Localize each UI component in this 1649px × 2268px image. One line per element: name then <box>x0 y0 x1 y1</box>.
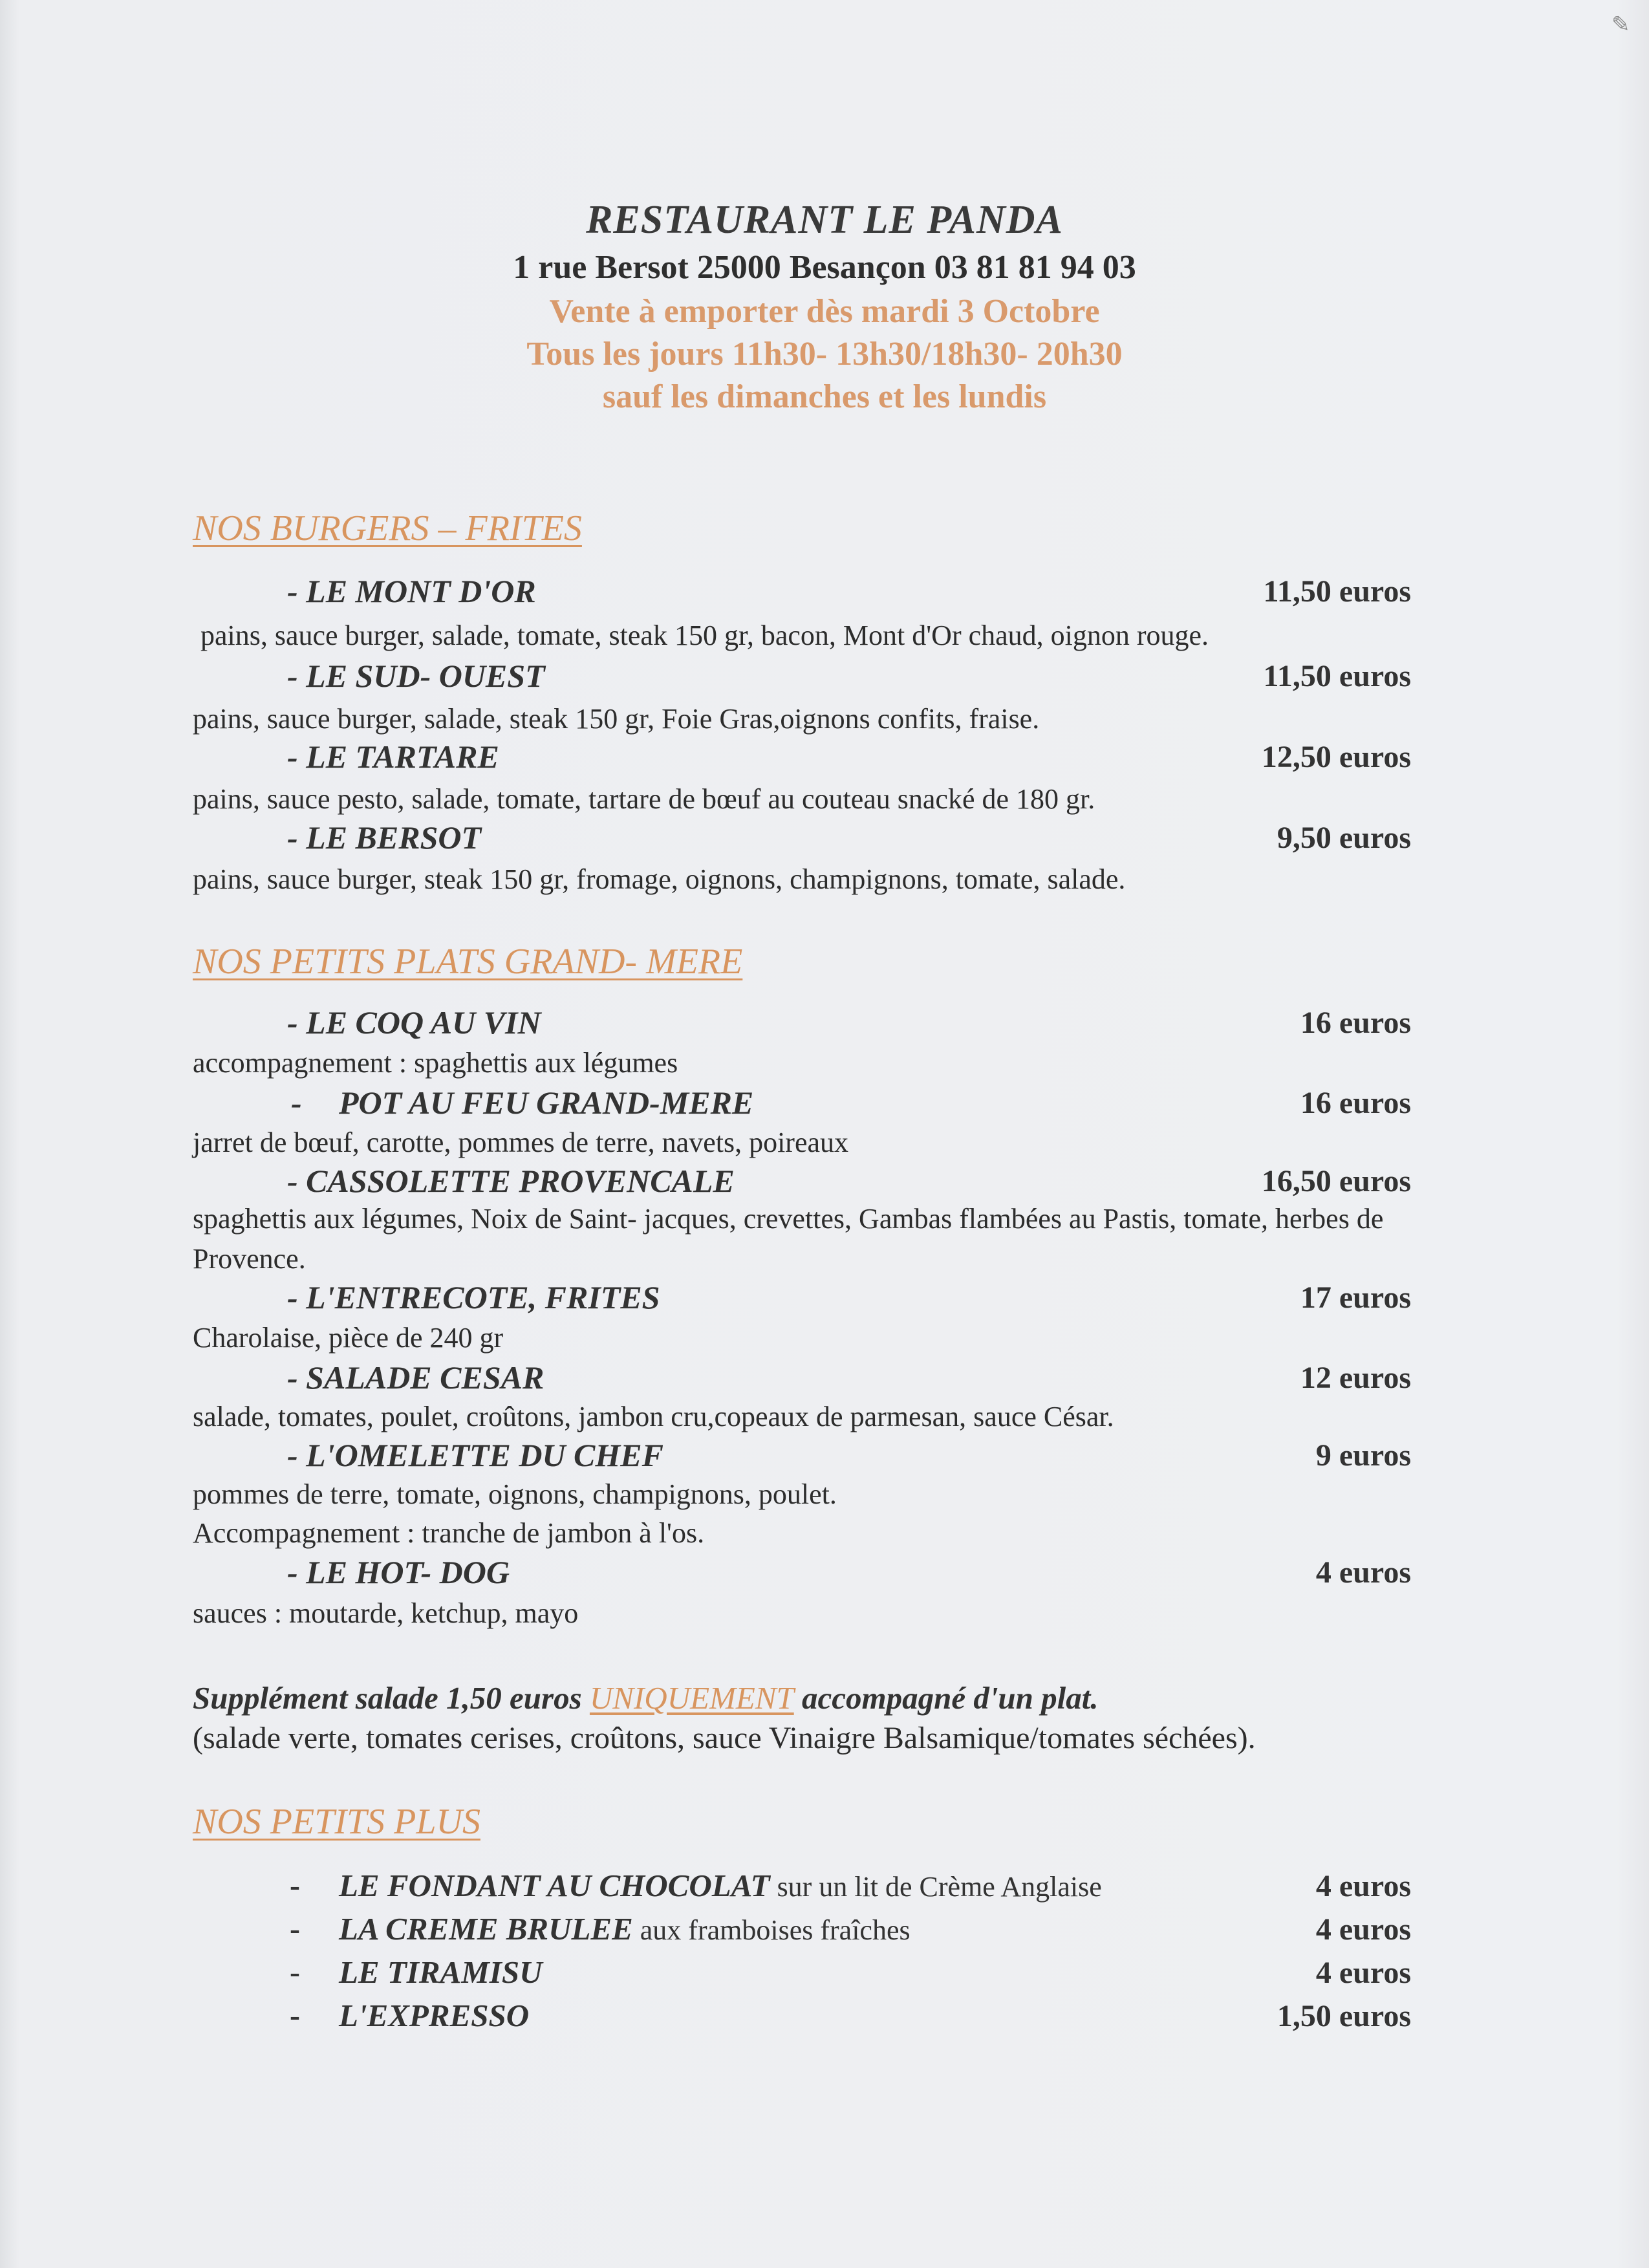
supplement-text-end: accompagné d'un plat. <box>793 1680 1099 1716</box>
item-price: 17 euros <box>1300 1280 1411 1315</box>
section-title-plus: NOS PETITS PLUS <box>193 1802 480 1842</box>
item-name: - LE SUD- OUEST <box>287 658 545 694</box>
item-description: spaghettis aux légumes, Noix de Saint- jacques, crevettes, Gambas flambées au Pastis, tomate, herbes de Provence. <box>193 1203 1384 1275</box>
item-price: 16 euros <box>1300 1086 1411 1120</box>
supplement-highlight: UNIQUEMENT <box>589 1680 794 1716</box>
item-price: 4 euros <box>1315 1555 1411 1590</box>
dessert-price: 4 euros <box>1315 1869 1411 1903</box>
item-price: 16,50 euros <box>1261 1164 1411 1198</box>
supplement-text: Supplément salade 1,50 euros <box>193 1680 590 1716</box>
item-dash: - <box>291 1085 302 1121</box>
dessert-price: 4 euros <box>1315 1912 1411 1947</box>
dessert-price: 4 euros <box>1315 1956 1411 1990</box>
item-price: 12 euros <box>1300 1361 1411 1395</box>
dessert-item <box>339 1867 1102 1904</box>
dessert-price: 1,50 euros <box>1277 1999 1411 2033</box>
closing-days: sauf les dimanches et les lundis <box>602 378 1047 415</box>
dessert-name: LE TIRAMISU <box>339 1954 543 1990</box>
dessert-name: LA CREME BRULEE <box>339 1911 633 1947</box>
section-title-burgers: NOS BURGERS – FRITES <box>193 508 582 548</box>
item-name: - CASSOLETTE PROVENCALE <box>287 1163 735 1199</box>
item-name: - LE BERSOT <box>287 819 482 856</box>
dessert-dash: - <box>290 1868 300 1903</box>
item-name: - LE HOT- DOG <box>287 1554 510 1590</box>
dessert-name: L'EXPRESSO <box>339 1998 530 2033</box>
item-name: - LE COQ AU VIN <box>287 1004 541 1041</box>
item-description: salade, tomates, poulet, croûtons, jambon cru,copeaux de parmesan, sauce César. <box>193 1401 1114 1432</box>
item-description: pains, sauce burger, salade, steak 150 gr, Foie Gras,oignons confits, fraise. <box>193 703 1040 735</box>
corner-scan-mark: ✎ <box>1611 12 1630 38</box>
item-price: 11,50 euros <box>1263 574 1411 609</box>
item-description-extra: Accompagnement : tranche de jambon à l'os. <box>193 1517 705 1549</box>
item-description: accompagnement : spaghettis aux légumes <box>193 1047 678 1079</box>
item-name: - LE MONT D'OR <box>287 573 536 609</box>
item-description: Charolaise, pièce de 240 gr <box>193 1322 504 1354</box>
item-description: sauces : moutarde, ketchup, mayo <box>193 1597 579 1629</box>
supplement-note <box>193 1679 1099 1716</box>
item-price: 12,50 euros <box>1261 740 1411 774</box>
item-description: jarret de bœuf, carotte, pommes de terre, navets, poireaux <box>193 1127 849 1158</box>
dessert-dash: - <box>290 1955 300 1989</box>
dessert-extra: aux framboises fraîches <box>632 1914 911 1946</box>
item-price: 11,50 euros <box>1263 659 1411 693</box>
item-name: - LE TARTARE <box>287 739 499 775</box>
dessert-item <box>339 1954 543 1991</box>
item-description: pommes de terre, tomate, oignons, champignons, poulet. <box>193 1478 837 1510</box>
restaurant-name: RESTAURANT LE PANDA <box>586 198 1063 242</box>
item-name: - L'OMELETTE DU CHEF <box>287 1437 663 1473</box>
supplement-description: (salade verte, tomates cerises, croûtons, sauce Vinaigre Balsamique/tomates séchées). <box>193 1721 1256 1755</box>
item-description: pains, sauce pesto, salade, tomate, tartare de bœuf au couteau snacké de 180 gr. <box>193 783 1095 815</box>
dessert-name: LE FONDANT AU CHOCOLAT <box>339 1868 770 1903</box>
dessert-item <box>339 1997 529 2034</box>
item-price: 9 euros <box>1315 1438 1411 1473</box>
section-title-plats: NOS PETITS PLATS GRAND- MERE <box>193 942 743 982</box>
item-price: 16 euros <box>1300 1006 1411 1040</box>
dessert-dash: - <box>290 1998 300 2033</box>
restaurant-address: 1 rue Bersot 25000 Besançon 03 81 81 94 03 <box>513 249 1136 286</box>
opening-hours: Tous les jours 11h30- 13h30/18h30- 20h30 <box>526 336 1123 373</box>
dessert-item <box>339 1910 911 1947</box>
item-description: pains, sauce burger, steak 150 gr, fromage, oignons, champignons, tomate, salade. <box>193 863 1126 895</box>
item-description: pains, sauce burger, salade, tomate, steak 150 gr, bacon, Mont d'Or chaud, oignon rouge. <box>200 620 1209 651</box>
takeaway-notice: Vente à emporter dès mardi 3 Octobre <box>549 293 1100 330</box>
item-price: 9,50 euros <box>1277 821 1411 855</box>
dessert-dash: - <box>290 1912 300 1946</box>
item-name: - SALADE CESAR <box>287 1359 544 1396</box>
dessert-extra: sur un lit de Crème Anglaise <box>770 1871 1102 1903</box>
item-name: - L'ENTRECOTE, FRITES <box>287 1279 660 1315</box>
item-name: POT AU FEU GRAND-MERE <box>339 1085 754 1121</box>
